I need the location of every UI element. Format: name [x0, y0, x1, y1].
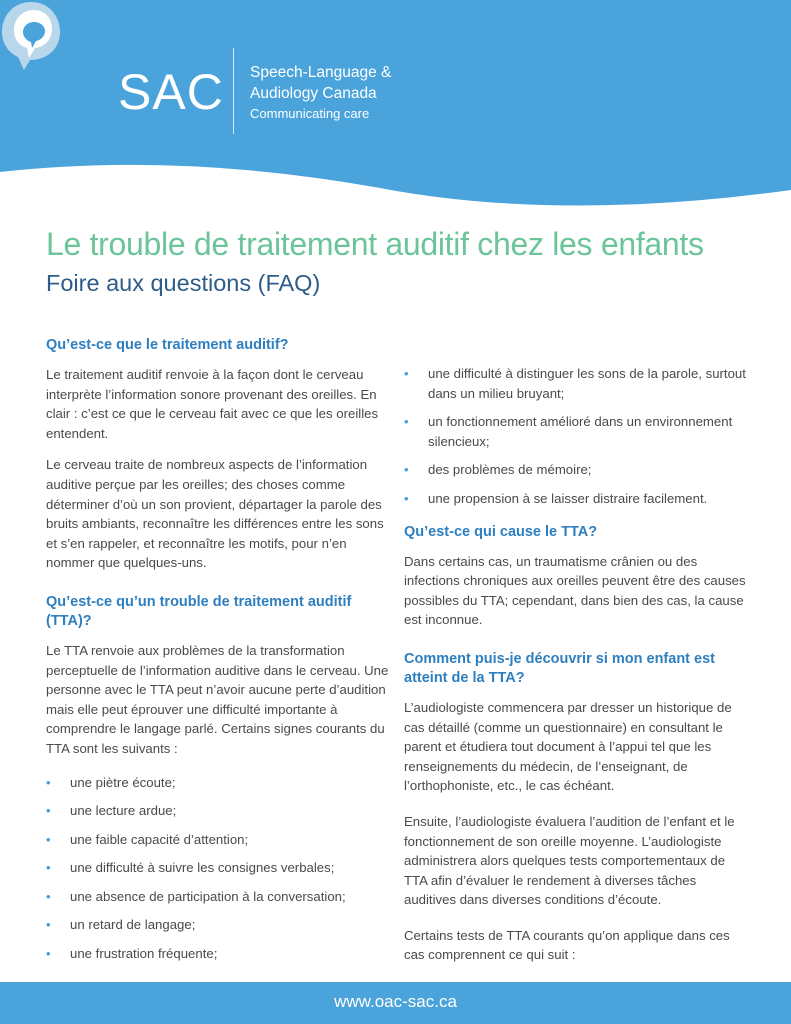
- bullet-icon: •: [46, 917, 51, 933]
- list-item-text: un fonctionnement amélioré dans un environnement silencieux;: [428, 414, 733, 449]
- section-heading: Qu’est-ce qui cause le TTA?: [404, 523, 598, 540]
- paragraph: Le cerveau traite de nombreux aspects de l’information auditive perçue par les oreilles; des choses comme déterminer d’où un son provient, départager la parole des bruits ambiants, reconnaître les différences entre les sons et s’en rappeler, et reconnaître les motifs, pour n’en nommer que quelques-uns.: [46, 457, 384, 571]
- list-item-text: une frustration fréquente;: [70, 946, 218, 962]
- page-title: Le trouble de traitement auditif chez les enfants: [46, 226, 704, 262]
- bullet-icon: •: [46, 888, 51, 904]
- logo-text: SAC: [118, 64, 224, 120]
- list-item-text: une piètre écoute;: [70, 774, 176, 790]
- bullet-icon: •: [46, 774, 51, 790]
- header-banner: [0, 0, 791, 210]
- list-item: [46, 858, 392, 878]
- paragraph: Certains tests de TTA courants qu’on applique dans ces cas comprennent ce qui suit :: [404, 927, 730, 963]
- paragraph: L’audiologiste commencera par dresser un historique de cas détaillé (comme un questionnaire) en consultant le parent et étudiera tout document à l’appui tel que les renseignements du médecin, de l’enseignant, de l’orthophoniste, etc., le cas échéant.: [404, 699, 732, 794]
- list-item: [46, 915, 392, 935]
- list-item-text: une propension à se laisser distraire facilement.: [428, 490, 708, 506]
- signs-list: [46, 773, 392, 964]
- bullet-icon: •: [46, 831, 51, 847]
- list-item-text: un retard de langage;: [70, 917, 196, 933]
- sac-logo-icon: [0, 0, 62, 72]
- list-item-text: une difficulté à distinguer les sons de la parole, surtout dans un milieu bruyant;: [428, 366, 746, 401]
- section-heading: Comment puis-je découvrir si mon enfant est atteint de la TTA?: [404, 650, 715, 686]
- list-item: [404, 489, 750, 509]
- bullet-icon: •: [404, 366, 409, 381]
- organization-tagline: Communicating care: [250, 106, 370, 121]
- bullet-icon: •: [46, 860, 51, 876]
- section-heading: Qu’est-ce que le traitement auditif?: [46, 337, 289, 353]
- paragraph: Ensuite, l’audiologiste évaluera l’audition de l’enfant et le fonctionnement de son oreille moyenne. L’audiologiste administrera alors quelques tests comportementaux de TTA afin d’évaluer le rendement à diverses tâches auditives dans diverses conditions d’écoute.: [404, 813, 735, 908]
- left-column: [46, 336, 392, 974]
- footer-website-link[interactable]: www.oac-sac.ca: [334, 992, 457, 1011]
- list-item: [404, 460, 750, 480]
- list-item: [46, 887, 392, 907]
- organization-name: [250, 62, 391, 104]
- org-name-line1: Speech-Language &: [250, 64, 392, 81]
- list-item-text: une difficulté à suivre les consignes verbales;: [70, 860, 335, 876]
- signs-list-continued: [404, 364, 750, 509]
- page-subtitle: Foire aux questions (FAQ): [46, 270, 321, 296]
- bullet-icon: •: [404, 490, 409, 506]
- list-item: [46, 801, 392, 821]
- bullet-icon: •: [46, 946, 51, 962]
- list-item-text: une lecture ardue;: [70, 803, 177, 819]
- right-column: [404, 364, 750, 977]
- list-item-text: une absence de participation à la conversation;: [70, 888, 346, 904]
- list-item: [46, 830, 392, 850]
- org-name-line2: Audiology Canada: [250, 85, 377, 102]
- list-item-text: une faible capacité d’attention;: [70, 831, 249, 847]
- paragraph: Le TTA renvoie aux problèmes de la transformation perceptuelle de l’information auditive dans le cerveau. Une personne avec le TTA peut n’avoir aucune perte d’audition mais elle peut éprouver une difficulté importante à comprendre le langage parlé. Certains signes courants du TTA sont les suivants :: [46, 642, 389, 756]
- list-item: [46, 944, 392, 964]
- list-item-text: des problèmes de mémoire;: [428, 462, 592, 478]
- list-item: [404, 364, 750, 403]
- bullet-icon: •: [46, 803, 51, 819]
- bullet-icon: •: [404, 414, 409, 430]
- bullet-icon: •: [404, 462, 409, 478]
- logo-divider: [233, 48, 234, 134]
- list-item: [404, 412, 750, 451]
- paragraph: Dans certains cas, un traumatisme crânien ou des infections chroniques aux oreilles peuvent être des causes possibles du TTA; cependant, dans bien des cas, la cause est inconnue.: [404, 553, 746, 628]
- section-heading: Qu’est-ce qu’un trouble de traitement auditif (TTA)?: [46, 593, 352, 629]
- footer-bar: [0, 982, 791, 1024]
- list-item: [46, 773, 392, 793]
- paragraph: Le traitement auditif renvoie à la façon dont le cerveau interprète l’information sonore provenant des oreilles. En clair : c’est ce que le cerveau fait avec ce que les oreilles entendent.: [46, 367, 379, 441]
